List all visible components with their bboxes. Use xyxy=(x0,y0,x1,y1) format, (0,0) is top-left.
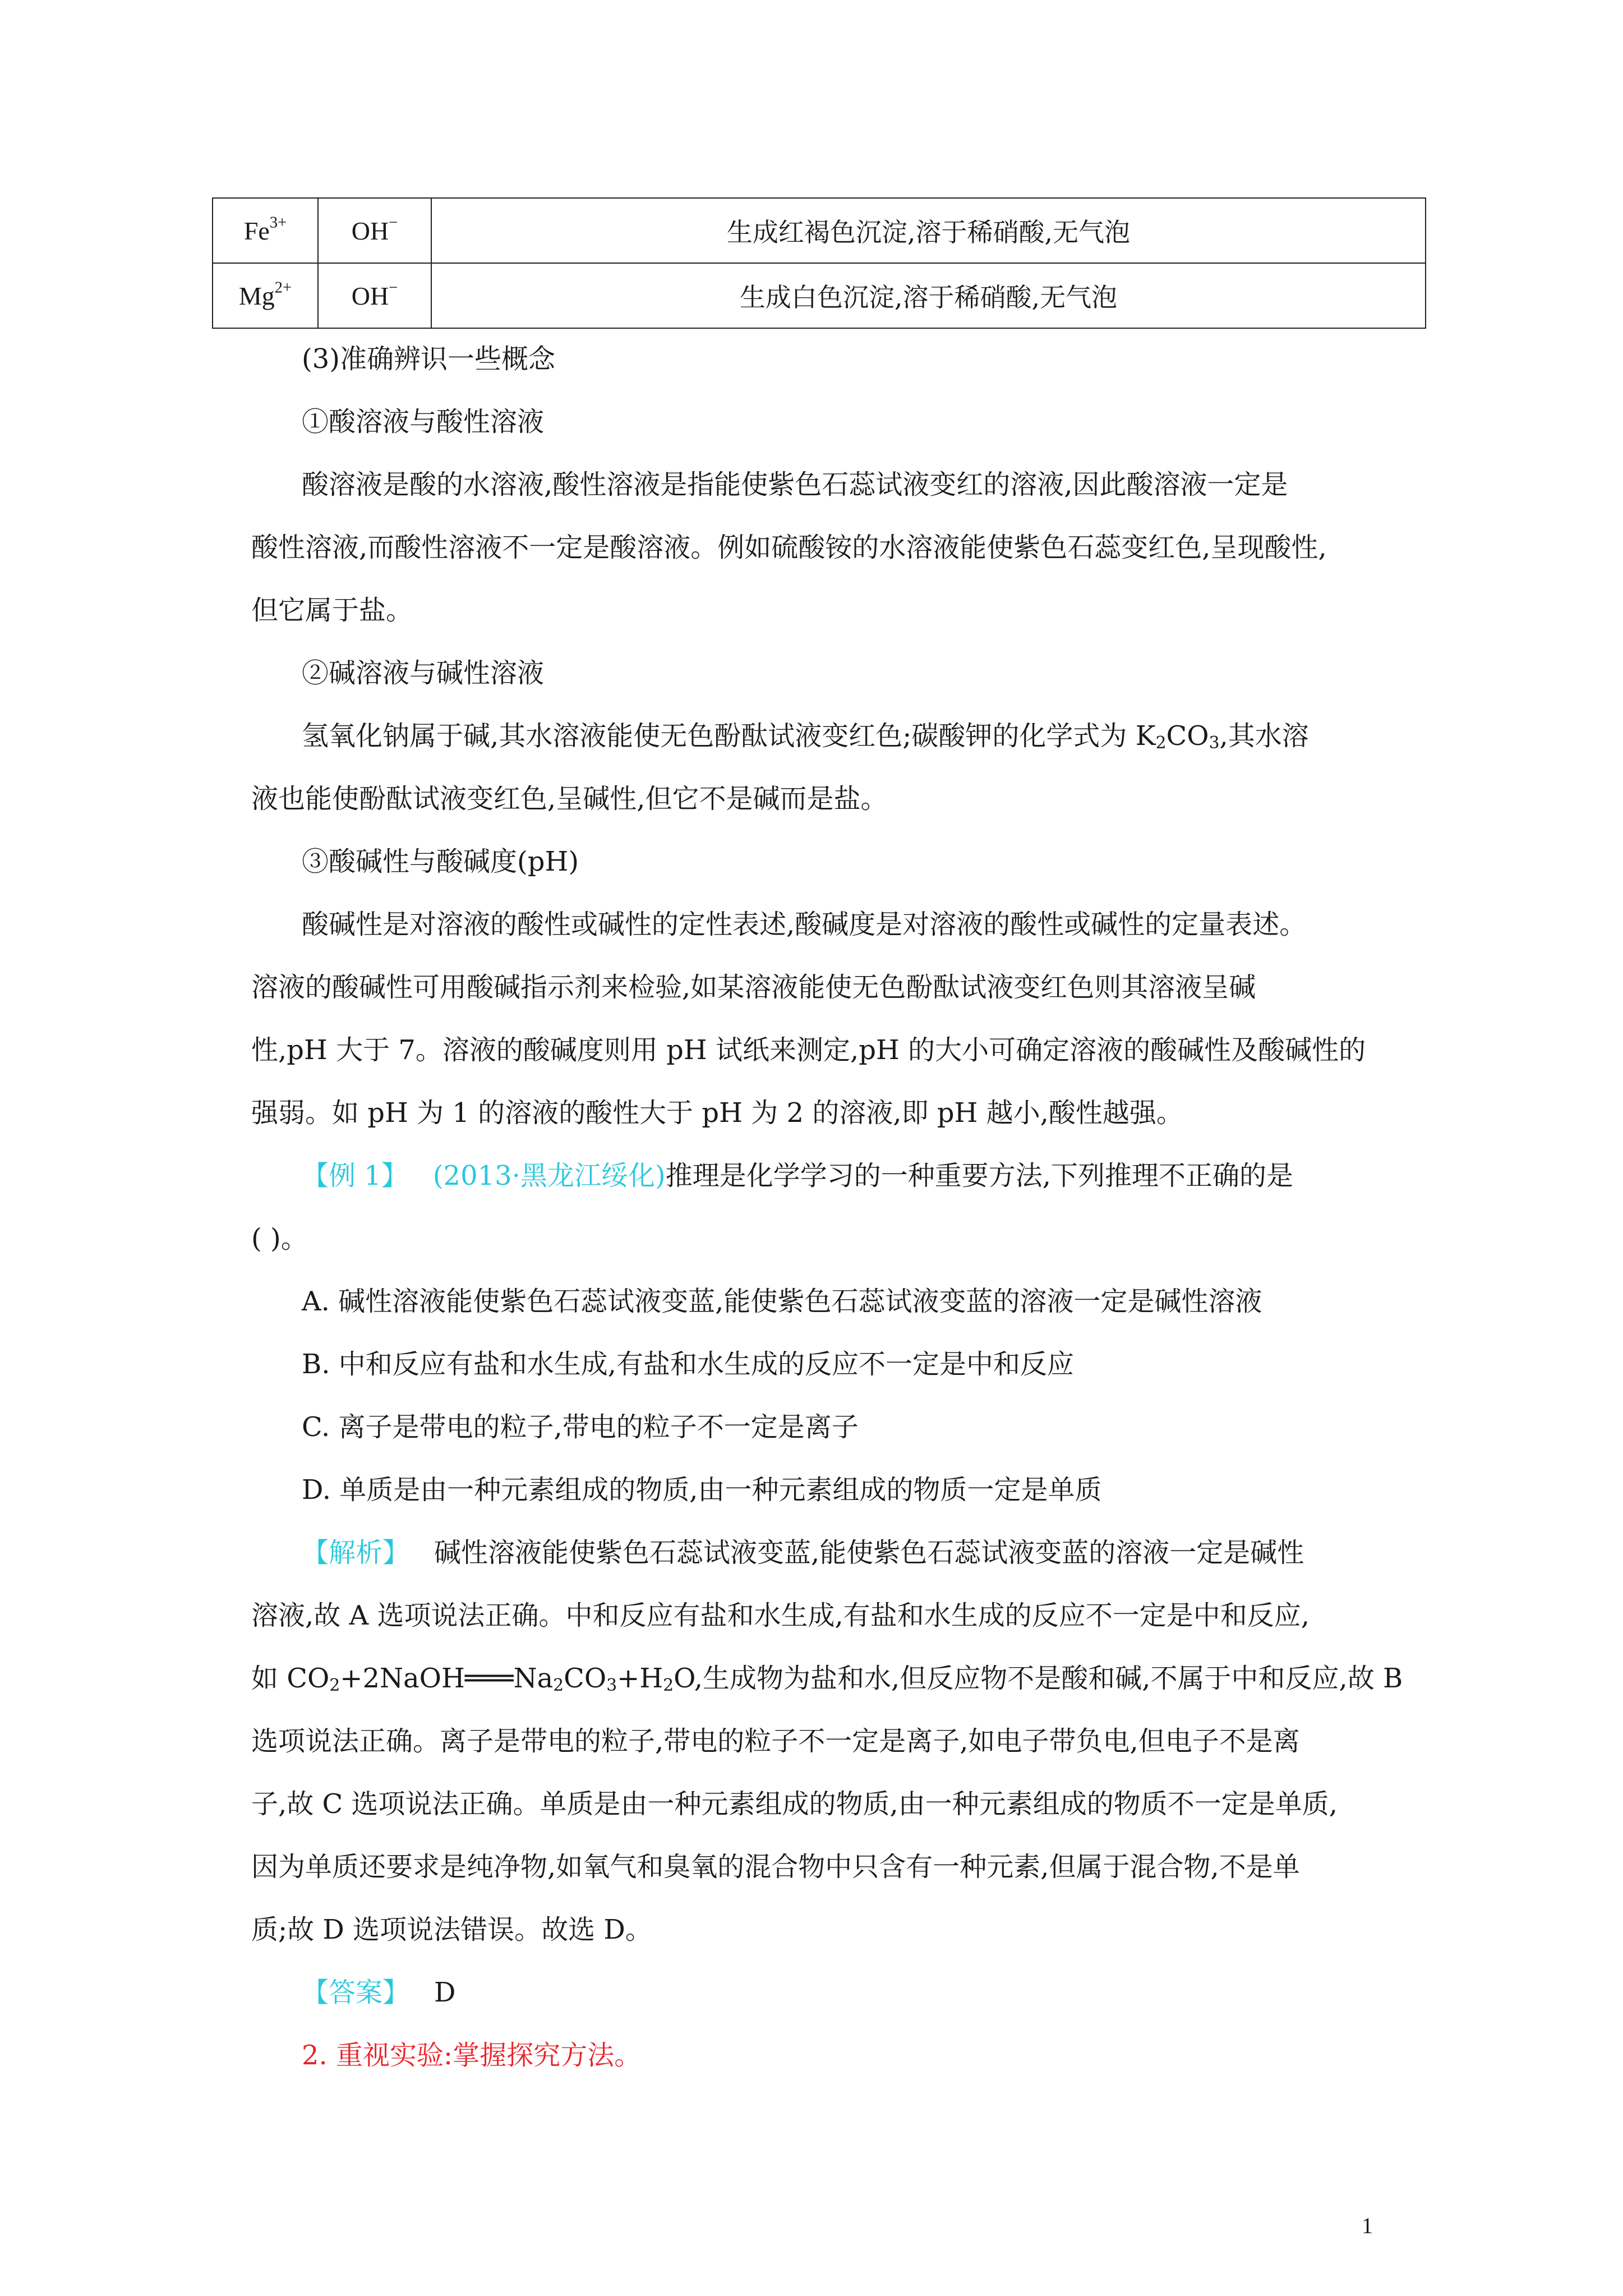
analysis-tag: 【解析】 xyxy=(302,1537,410,1568)
table-row xyxy=(213,263,1426,328)
analysis-equation-line: 如 $CO_2+2NaOH═══Na_2CO_3+H_2O$,生成物为盐和水,但反应物不是酸和碱,不属于中和反应,故 B xyxy=(251,1663,1403,1695)
ion-cell: $Mg^{2+}$ xyxy=(213,263,318,328)
page-number: 1 xyxy=(1362,2213,1373,2238)
analysis-line: 质;故 D 选项说法错误。故选 D。 xyxy=(251,1914,652,1945)
paragraph-line: 酸碱性是对溶液的酸性或碱性的定性表述,酸碱度是对溶液的酸性或碱性的定量表述。 xyxy=(302,909,1307,940)
concept-title: ①酸溶液与酸性溶液 xyxy=(302,406,545,438)
answer-tag: 【答案】 xyxy=(302,1977,410,2008)
answer-line xyxy=(302,1972,456,2013)
paragraph-line: 酸性溶液,而酸性溶液不一定是酸溶液。例如硫酸铵的水溶液能使紫色石蕊变红色,呈现酸性, xyxy=(251,532,1327,563)
example-question: 【例 1】 (2013·黑龙江绥化)推理是化学学习的一种重要方法,下列推理不正确的是 xyxy=(302,1160,1293,1191)
phenomenon-cell: 生成白色沉淀,溶于稀硝酸,无气泡 xyxy=(431,263,1426,328)
paragraph-line: 溶液的酸碱性可用酸碱指示剂来检验,如某溶液能使无色酚酞试液变红色则其溶液呈碱 xyxy=(251,972,1256,1003)
paragraph-line: 液也能使酚酞试液变红色,呈碱性,但它不是碱而是盐。 xyxy=(251,783,888,815)
paragraph-line: 但它属于盐。 xyxy=(251,595,413,626)
answer-value: D xyxy=(434,1977,456,2008)
table-row xyxy=(213,198,1426,263)
analysis-line: 子,故 C 选项说法正确。单质是由一种元素组成的物质,由一种元素组成的物质不一定是单质, xyxy=(251,1788,1338,1820)
paragraph-line: 酸溶液是酸的水溶液,酸性溶液是指能使紫色石蕊试液变红的溶液,因此酸溶液一定是 xyxy=(302,469,1288,500)
analysis-line: 选项说法正确。离子是带电的粒子,带电的粒子不一定是离子,如电子带负电,但电子不是离 xyxy=(251,1726,1300,1757)
paragraph-line: 氢氧化钠属于碱,其水溶液能使无色酚酞试液变红色;碳酸钾的化学式为 $K_2CO_3$,其水溶 xyxy=(302,720,1309,753)
option-c: C. 离子是带电的粒子,带电的粒子不一定是离子 xyxy=(302,1411,859,1443)
concept-title: ②碱溶液与碱性溶液 xyxy=(302,657,545,689)
section-heading-2: 2. 重视实验:掌握探究方法。 xyxy=(302,2040,642,2071)
paragraph-line: 强弱。如 pH 为 1 的溶液的酸性大于 pH 为 2 的溶液,即 pH 越小,酸性越强。 xyxy=(251,1097,1183,1129)
concept-title: ③酸碱性与酸碱度(pH) xyxy=(302,846,579,877)
option-b: B. 中和反应有盐和水生成,有盐和水生成的反应不一定是中和反应 xyxy=(302,1349,1075,1380)
section-heading: (3)准确辨识一些概念 xyxy=(302,343,555,375)
reagent-cell: OH− xyxy=(318,198,431,263)
example-source: (2013·黑龙江绥化) xyxy=(432,1160,666,1191)
ion-cell: $Fe^{3+}$ xyxy=(213,198,318,263)
option-a: A. 碱性溶液能使紫色石蕊试液变蓝,能使紫色石蕊试液变蓝的溶液一定是碱性溶液 xyxy=(302,1286,1262,1317)
analysis-line: 【解析】 碱性溶液能使紫色石蕊试液变蓝,能使紫色石蕊试液变蓝的溶液一定是碱性 xyxy=(302,1537,1304,1568)
option-d: D. 单质是由一种元素组成的物质,由一种元素组成的物质一定是单质 xyxy=(302,1474,1102,1506)
reagent-cell: OH− xyxy=(318,263,431,328)
paragraph-line: 性,pH 大于 7。溶液的酸碱度则用 pH 试纸来测定,pH 的大小可确定溶液的酸碱性及酸碱性的 xyxy=(251,1034,1366,1066)
analysis-line: 溶液,故 A 选项说法正确。中和反应有盐和水生成,有盐和水生成的反应不一定是中和反应, xyxy=(251,1600,1310,1631)
answer-blank: ( )。 xyxy=(251,1223,308,1254)
example-tag: 【例 1】 xyxy=(302,1160,408,1191)
phenomenon-cell: 生成红褐色沉淀,溶于稀硝酸,无气泡 xyxy=(431,198,1426,263)
ion-test-table xyxy=(212,197,1426,329)
analysis-line: 因为单质还要求是纯净物,如氧气和臭氧的混合物中只含有一种元素,但属于混合物,不是单 xyxy=(251,1851,1300,1883)
